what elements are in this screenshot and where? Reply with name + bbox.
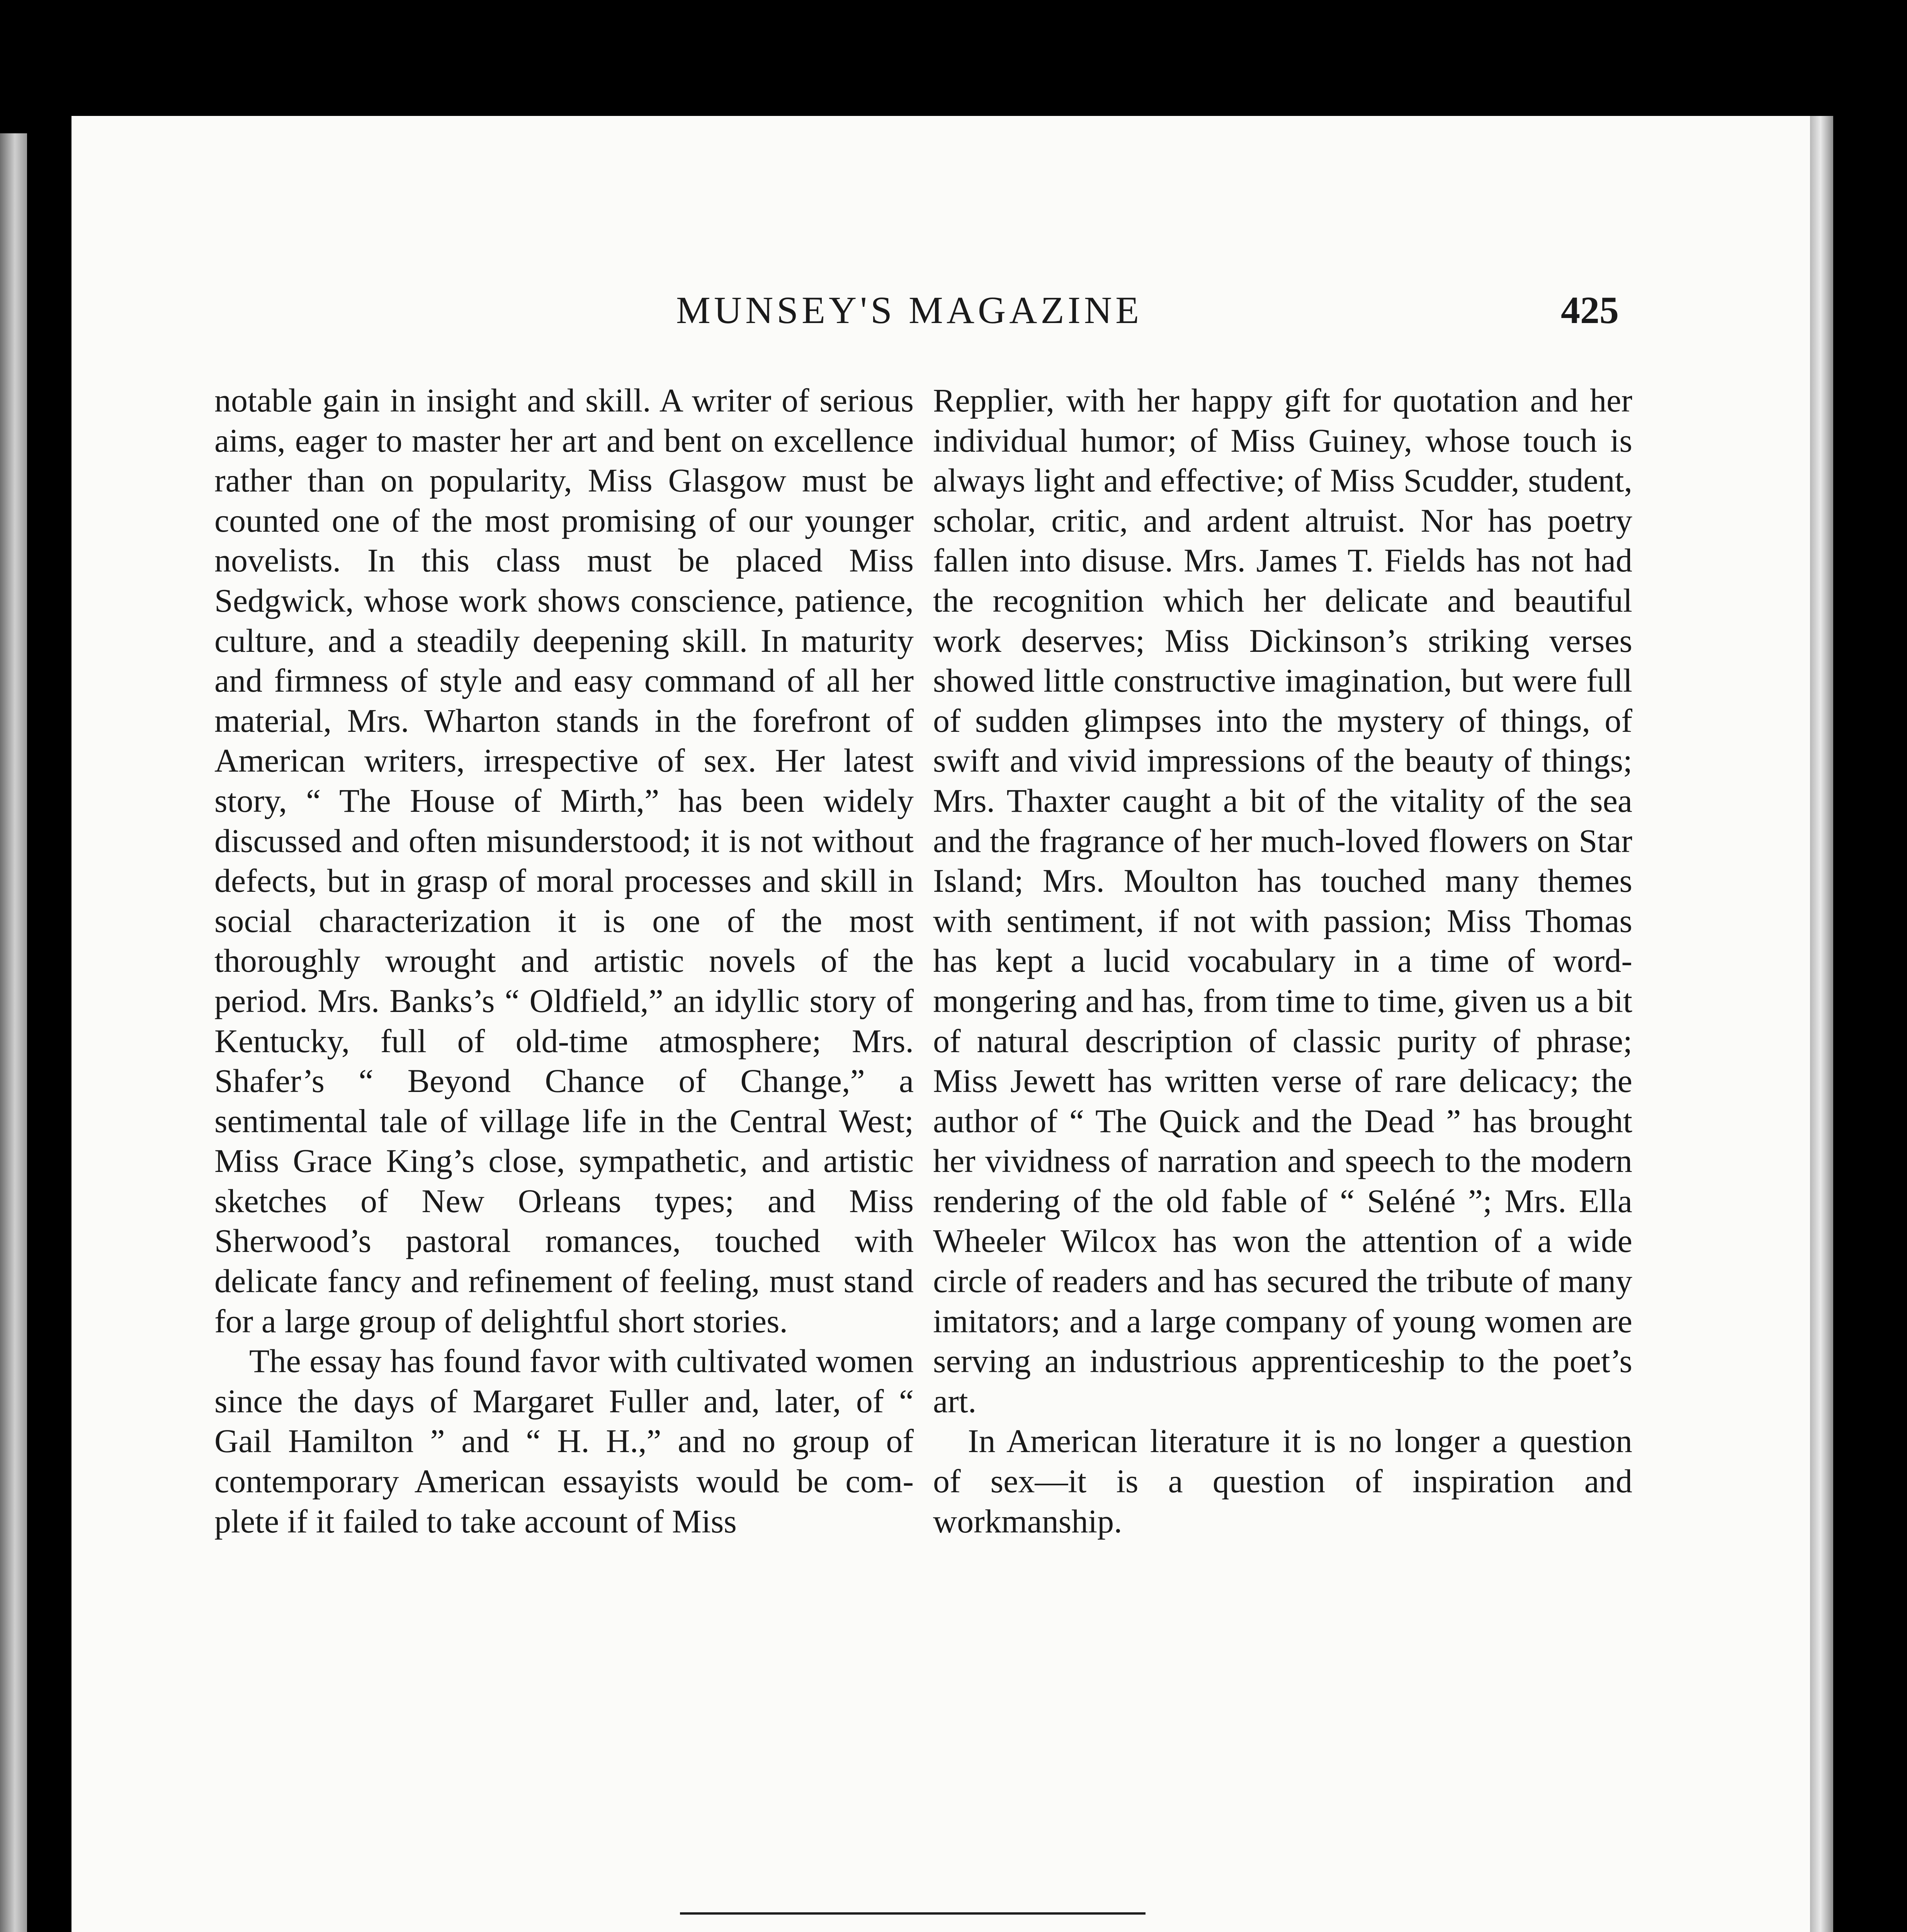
right-column: [933, 381, 1632, 1541]
section-divider: [680, 1912, 1146, 1915]
running-header: MUNSEY'S MAGAZINE: [676, 289, 1143, 332]
left-page-edge: [0, 133, 27, 1932]
right-page-edge: [1810, 116, 1833, 1932]
paragraph: In American literature it is no longer a question of sex—it is a question of inspiration and workmanship.: [933, 1422, 1632, 1540]
page-number: 425: [1561, 289, 1619, 332]
paragraph: The essay has found favor with cultivated women since the days of Margaret Fuller and, later, of “ Gail Hamilton ” and “ H. H.,” and no group of contemporary American essayists would be complete if it failed to take account of Miss: [214, 1342, 914, 1540]
left-column: [214, 381, 914, 1541]
paragraph: notable gain in insight and skill. A writer of serious aims, eager to master her art and bent on excellence rather than on popularity, Miss Glasgow must be counted one of the most promising of our younger novelists. In this class must be placed Miss Sedgwick, whose work shows conscience, patience, culture, and a steadily deepening skill. In maturity and firmness of style and easy command of all her material, Mrs. Wharton stands in the forefront of American writers, irrespective of sex. Her latest story, “ The House of Mirth,” has been widely discussed and often misunderstood; it is not without defects, but in grasp of moral processes and skill in social characterization it is one of the most thoroughly wrought and artistic novels of the period. Mrs. Banks’s “ Oldfield,” an idyllic story of Kentucky, full of old-time atmosphere; Mrs. Shafer’s “ Beyond Chance of Change,” a sentimental tale of village life in the Central West; Miss Grace King’s close, sympathetic, and artistic sketches of New Orleans types; and Miss Sherwood’s pastoral romances, touched with delicate fancy and refinement of feeling, must stand for a large group of delightful short stories.: [214, 382, 914, 1340]
paragraph: Repplier, with her happy gift for quotation and her individual humor; of Miss Guiney, whose touch is always light and effective; of Miss Scudder, student, scholar, critic, and ardent altruist. Nor has poetry fallen into disuse. Mrs. James T. Fields has not had the recognition which her delicate and beautiful work deserves; Miss Dickinson’s striking verses showed little constructive imagination, but were full of sudden glimpses into the mystery of things, of swift and vivid impressions of the beauty of things; Mrs. Thaxter caught a bit of the vitality of the sea and the fragrance of her much-loved flowers on Star Island; Mrs. Moulton has touched many themes with sentiment, if not with passion; Miss Thomas has kept a lucid vocabulary in a time of word-mongering and has, from time to time, given us a bit of natural description of classic purity of phrase; Miss Jewett has written verse of rare delicacy; the author of “ The Quick and the Dead ” has brought her vividness of narration and speech to the modern rendering of the old fable of “ Seléné ”; Mrs. Ella Wheeler Wilcox has won the attention of a wide circle of readers and has secured the tribute of many imitators; and a large company of young women are serving an industrious apprenticeship to the poet’s art.: [933, 382, 1632, 1420]
